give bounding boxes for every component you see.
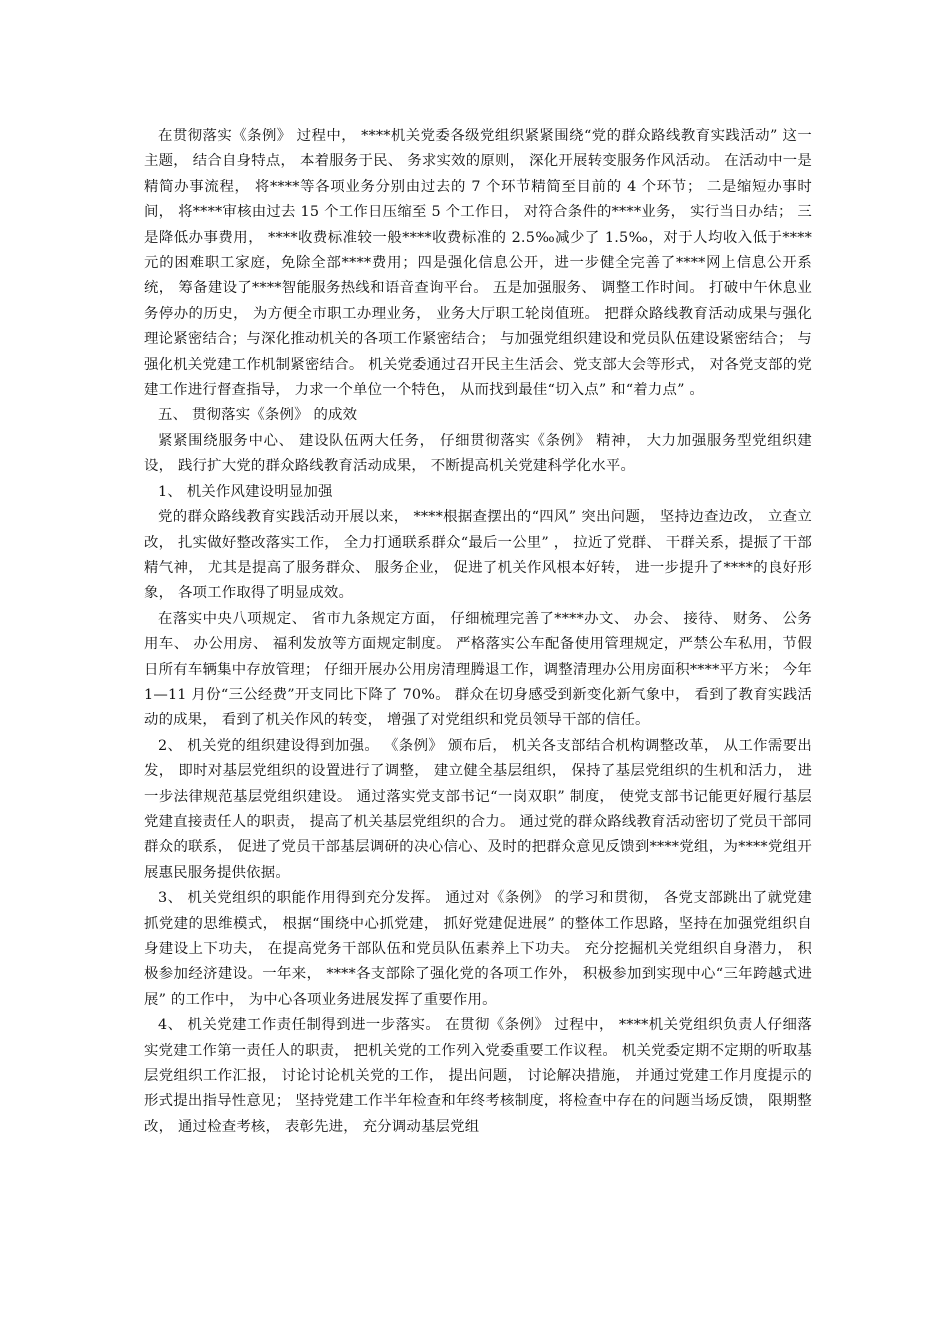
section-heading-results: 五、 贯彻落实《条例》 的成效 — [158, 407, 358, 424]
paragraph-eight-regulations: 在落实中央八项规定、 省市九条规定方面， 仔细梳理完善了****办文、 办会、 接待、 财务、 公务用车、 办公用房、 福利发放等方面规定制度。 严格落实公车配备使用管理规定，严禁公车私用，节假日所有车辆集中存放管理； 仔细开展办公用房清理腾退工作，调整清理办公用房面积****平方米； 今年 1—11 月份“三公经费”开支同比下降了 70%。 群众在切身感受到新变化新气象中， 看到了教育实践活动的成果， 看到了机关作风的转变， 增强了对党组织和党员领导干部的信任。 — [144, 610, 812, 729]
paragraph-mass-line-campaign: 党的群众路线教育实践活动开展以来， ****根据查摆出的“四风” 突出问题， 坚持边查边改， 立查立改， 扎实做好整改落实工作， 全力打通联系群众“最后一公里” ， 拉近了党群、 干群关系，提振了干部精气神， 尤其是提高了服务群众、 服务企业， 促进了机关作风根本好转， 进一步提升了****的良好形象， 各项工作取得了明显成效。 — [144, 509, 812, 602]
document-body — [144, 124, 812, 1140]
paragraph-organization-building: 2、 机关党的组织建设得到加强。 《条例》 颁布后， 机关各支部结合机构调整改革， 从工作需要出发， 即时对基层党组织的设置进行了调整， 建立健全基层组织， 保持了基层党组织的生机和活力， 进一步法律规范基层党组织建设。 通过落实党支部书记“一岗双职” 制度， 使党支部书记能更好履行基层党建直接责任人的职责， 提高了机关基层党组织的合力。 通过党的群众路线教育活动密切了党员干部同群众的联系， 促进了党员干部基层调研的决心信心、及时的把群众意见反馈到****党组，为****党组开展惠民服务提供依据。 — [144, 737, 812, 881]
paragraph-responsibility-system: 4、 机关党建工作责任制得到进一步落实。 在贯彻《条例》 过程中， ****机关党组织负责人仔细落实党建工作第一责任人的职责， 把机关党的工作列入党委重要工作议程。 机关党委定期不定期的听取基层党组织工作汇报， 讨论讨论机关党的工作， 提出问题， 讨论解决措施， 并通过党建工作月度提示的形式提出指导性意见； 坚持党建工作半年检查和年终考核制度，将检查中存在的问题当场反馈， 限期整改， 通过检查考核， 表彰先进， 充分调动基层党组 — [144, 1017, 812, 1135]
paragraph-results-intro: 紧紧围绕服务中心、 建设队伍两大任务， 仔细贯彻落实《条例》 精神， 大力加强服务型党组织建设， 践行扩大党的群众路线教育活动成果， 不断提高机关党建科学化水平。 — [144, 432, 812, 475]
paragraph-functional-role: 3、 机关党组织的职能作用得到充分发挥。 通过对《条例》 的学习和贯彻， 各党支部跳出了就党建抓党建的思维模式， 根据“围绕中心抓党建， 抓好党建促进展” 的整体工作思路，坚持在加强党组织自身建设上下功夫， 在提高党务干部队伍和党员队伍素养上下功夫。 充分挖掘机关党组织自身潜力， 积极参加经济建设。一年来， ****各支部除了强化党的各项工作外， 积极参加到实现中心“三年跨越式进展” 的工作中， 为中心各项业务进展发挥了重要作用。 — [144, 890, 812, 1008]
paragraph-implementation-process: 在贯彻落实《条例》 过程中， ****机关党委各级党组织紧紧围绕“党的群众路线教育实践活动” 这一主题， 结合自身特点， 本着服务于民、 务求实效的原则， 深化开展转变服务作风活动。 在活动中一是精简办事流程， 将****等各项业务分别由过去的 7 个环节精简至目前的 4 个环节； 二是缩短办事时间， 将****审核由过去 15 个工作日压缩至 5 个工作日， 对符合条件的****业务， 实行当日办结； 三是降低办事费用， ****收费标准较一般****收费标准的 2.5‰减少了 1.5‰，对于人均收入低于****元的困难职工家庭，免除全部****费用；四是强化信息公开，进一步健全完善了****网上信息公开系统， 筹备建设了****智能服务热线和语音查询平台。 五是加强服务、 调整工作时间。 打破中午休息业务停办的历史， 为方便全市职工办理业务， 业务大厅职工轮岗值班。 把群众路线教育活动成果与强化理论紧密结合；与深化推动机关的各项工作紧密结合； 与加强党组织建设和党员队伍建设紧密结合； 与强化机关党建工作机制紧密结合。 机关党委通过召开民主生活会、党支部大会等形式， 对各党支部的党建工作进行督查指导， 力求一个单位一个特色， 从而找到最佳“切入点” 和“着力点” 。 — [144, 128, 812, 399]
subheading-work-style: 1、 机关作风建设明显加强 — [158, 483, 333, 500]
